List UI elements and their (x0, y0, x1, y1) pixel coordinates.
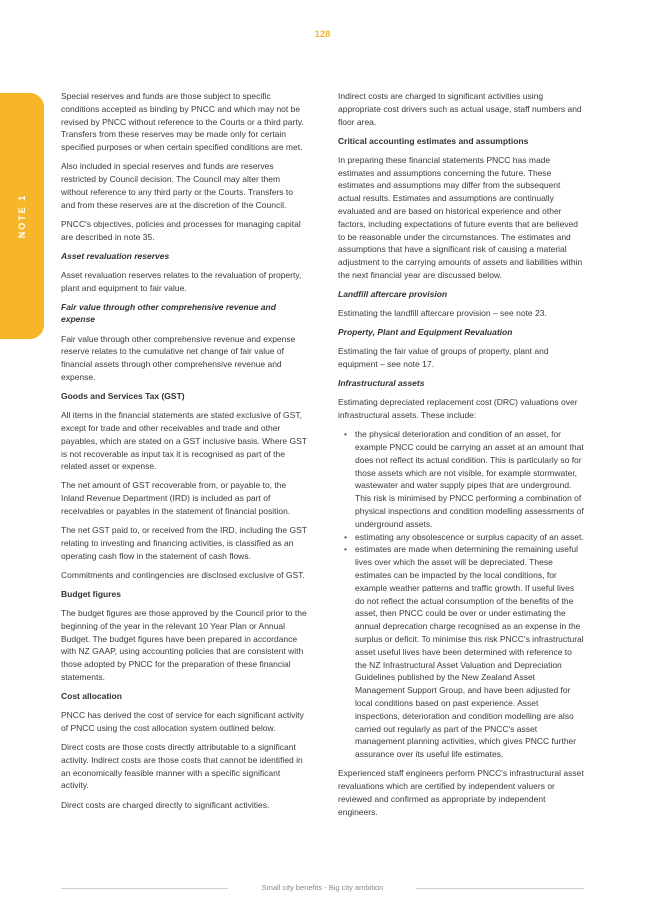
paragraph: In preparing these financial statements PNCC has made estimates and assumptions concerning the future. These estimates and assumptions may differ from the subsequent actual results. Estimates and assumptions are continually evaluated and are based on historical experience and other factors, including expectations of future events that are believed to be reasonable under the circumstances. The estimates and assumptions that have a significant risk of causing a material adjustment to the carrying amounts of assets and liabilities within the next financial year are discussed below. (338, 154, 583, 280)
subheading-fair-value: Fair value through other comprehensive revenue and expense (61, 301, 276, 325)
paragraph: Asset revaluation reserves relates to the revaluation of property, plant and equipment to fair value. (61, 269, 302, 293)
paragraph: Direct costs are charged directly to significant activities. (61, 799, 270, 810)
subheading-landfill: Landfill aftercare provision (338, 289, 448, 300)
bullet-item: • estimates are made when determining the remaining useful lives over which the asset will be depreciated. These estimates can be impacted by the local conditions, for example weather patterns and traffic growth. If useful lives do not reflect the actual consumption of the benefits of the asset, then PNCC could be over or under estimating the annual deprecation charge recognised as an expense in the surplus or deficit. To minimise this risk PNCC's infrastructural asset useful lives have been determined with reference to the NZ Infrastructural Asset Valuation and Depreciation Guidelines published by the New Zealand Asset Management Support Group, and have been adjusted for local conditions based on past experience. Asset inspections, deterioration and condition modelling are also carried out regularly as part of the PNCC's asset management planning activities, which gives PNCC further assurance over its useful life estimates. (355, 543, 584, 761)
paragraph: Special reserves and funds are those subject to specific conditions accepted as binding by PNCC and which may not be revised by PNCC without reference to the Courts or a third party. Transfers from these reserves may be made only for certain specified purposes or when certain specified conditions are met. (61, 91, 304, 153)
paragraph: Indirect costs are charged to significant activities using appropriate cost drivers such as actual usage, staff numbers and floor area. (338, 91, 582, 127)
subheading-asset-revaluation: Asset revaluation reserves (61, 250, 170, 261)
paragraph: Fair value through other comprehensive revenue and expense reserve relates to the cumulative net change of fair value of financial assets through other comprehensive revenue and expense. (61, 333, 296, 382)
heading-critical-estimates: Critical accounting estimates and assumptions (338, 135, 529, 146)
paragraph: All items in the financial statements are stated exclusive of GST, except for trade and other receivables and trade and other payables, which are stated on a GST inclusive basis. Where GST is not recoverable as input tax it is recognised as part of the related asset or expense. (61, 410, 307, 472)
subheading-ppe-revaluation: Property, Plant and Equipment Revaluation (338, 327, 513, 338)
paragraph: PNCC's objectives, policies and processes for managing capital are described in note 35. (61, 218, 301, 242)
paragraph: Estimating the fair value of groups of property, plant and equipment – see note 17. (338, 346, 549, 370)
bullet-list (338, 428, 584, 761)
paragraph: Estimating depreciated replacement cost (DRC) valuations over infrastructural assets. These include: (338, 397, 578, 421)
subheading-infrastructural-assets: Infrastructural assets (338, 378, 425, 389)
paragraph: Direct costs are those costs directly attributable to a significant activity. Indirect costs are those costs that cannot be identified in an economically feasible manner with a specific significant activity. (61, 742, 303, 791)
heading-budget: Budget figures (61, 588, 121, 599)
paragraph: PNCC has derived the cost of service for each significant activity of PNCC using the cost allocation system outlined below. (61, 710, 304, 733)
left-column (61, 90, 308, 818)
bullet-item: • estimating any obsolescence or surplus capacity of an asset. (355, 531, 584, 544)
paragraph: The budget figures are those approved by the Council prior to the beginning of the year in the relevant 10 Year Plan or Annual Budget. The budget figures have been prepared in accordance with NZ GAAP, using accounting policies that are consistent with those adopted by PNCC for the preparation of these financial statements. (61, 607, 307, 682)
side-tab (0, 93, 44, 339)
paragraph: Also included in special reserves and funds are reserves restricted by Council decision. The Council may alter them without reference to any third party or the Courts. Transfers to and from these reserves are at the discretion of the Council. (61, 161, 293, 210)
paragraph: The net amount of GST recoverable from, or payable to, the Inland Revenue Department (IRD) is included as part of receivables or payables in the statement of financial position. (61, 480, 291, 516)
paragraph: The net GST paid to, or received from the IRD, including the GST relating to investing and financing activities, is classified as an operating cash flow in the statement of cash flows. (61, 525, 307, 561)
page-number: 128 (314, 29, 331, 40)
heading-cost-allocation: Cost allocation (61, 691, 122, 702)
right-column (338, 90, 584, 825)
footer-tagline: Small city benefits - Big city ambition (261, 883, 384, 892)
paragraph: Estimating the landfill aftercare provision – see note 23. (338, 308, 547, 319)
paragraph: Experienced staff engineers perform PNCC's infrastructural asset revaluations which are certified by independent valuers or reviewed and confirmed as appropriate by independent engineers. (338, 768, 584, 817)
heading-gst: Goods and Services Tax (GST) (61, 391, 185, 402)
side-tab-label: NOTE 1 (17, 193, 27, 239)
paragraph: Commitments and contingencies are disclosed exclusive of GST. (61, 569, 305, 580)
bullet-item: • the physical deterioration and condition of an asset, for example PNCC could be carrying an asset at an amount that does not reflect its actual condition. This is particularly so for those assets which are not visible, for example stormwater, wastewater and water supply pipes that are underground. This risk is minimised by PNCC performing a combination of physical inspections and condition modelling assessments of underground assets. (355, 428, 584, 530)
